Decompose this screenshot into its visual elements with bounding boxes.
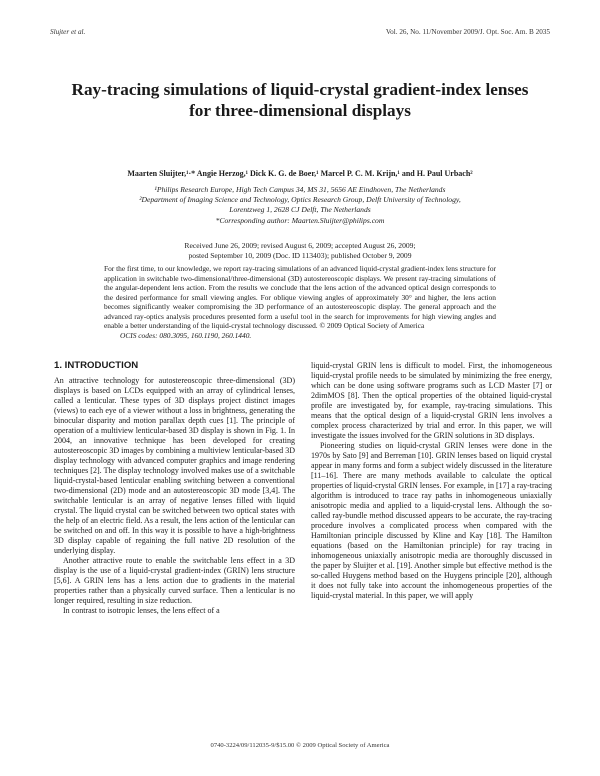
affiliations [60,185,540,226]
running-header-right: Vol. 26, No. 11/November 2009/J. Opt. Soc. Am. B 2035 [385,28,550,36]
left-column [54,376,295,616]
right-column [311,361,552,601]
abstract-text: For the first time, to our knowledge, we report ray-tracing simulations of an advanced liquid-crystal gradient-index lens structure for application in switchable two-dimensional/three-dimensional (3D) autostereoscopic displays. We present ray-tracing simulations of the angular-dependent lens action. From the results we conclude that the lens action of the advanced optical design corresponds to the desired performance for small viewing angles. For oblique viewing angles of approximately 30° and higher, the lens action becomes significantly weaker compromising the 3D performance of an autostereoscopic display. The general approach and the advanced ray-optics analysis procedures presented form a useful tool in the search for improvements for high viewing angles and enable a better understanding of the liquid-crystal technology discussed. © 2009 Optical Society of America [104,264,496,330]
abstract [104,264,496,340]
page-footer: 0740-3224/09/112035-9/$15.00 © 2009 Optical Society of America [210,742,390,749]
body-paragraph: Pioneering studies on liquid-crystal GRIN lenses were done in the 1970s by Sato [9] and Berreman [10]. GRIN lenses based on liquid crystal appear in many forms and form a subject widely discussed in the literature [11–16]. There are many methods available to calculate the optical properties of liquid-crystal GRIN lenses. For example, in [17] a ray-tracing algorithm is introduced to trace ray paths in inhomogeneous uniaxially anisotropic media and applied to a liquid-crystal lens. Although the so-called ray-bundle method discussed appears to be accurate, the ray-tracing procedure involves a complicated process when compared with the Hamiltonian principle discussed by Kline and Kay [18]. The Hamilton equations (based on the Hamiltonian principle) for ray tracing in inhomogeneous uniaxially anisotropic media are thoroughly discussed in the paper by Sluijter et al. [19]. Another simple but effective method is the so-called Huygens method based on the Huygens principle [20], although it does not fully take into account the inhomogeneous properties of the liquid-crystal material. In this paper, we will apply [311,441,552,601]
body-paragraph: In contrast to isotropic lenses, the lens effect of a [63,606,220,616]
publication-dates [60,241,540,261]
author-list: Maarten Sluijter,¹·* Angie Herzog,¹ Dick K. G. de Boer,¹ Marcel P. C. M. Krijn,¹ and H. Paul Urbach² [127,169,473,178]
affiliation-line: ²Department of Imaging Science and Technology, Optics Research Group, Delft University of Technology, [139,195,461,205]
ocis-codes: OCIS codes: 080.3095, 160.1190, 260.1440. [120,330,252,340]
body-paragraph: Another attractive route to enable the switchable lens effect in a 3D display is the use of a liquid-crystal gradient-index (GRIN) lens structure [5,6]. A GRIN lens has a lens action due to gradients in the material properties rather than a physically curved surface. Then a lenticular is no longer required, resulting in size reduction. [54,556,295,606]
corresponding-author: *Corresponding author: Maarten.Sluijter@philips.com [215,215,385,225]
dates-line: Received June 26, 2009; revised August 6, 2009; accepted August 26, 2009; [184,241,416,250]
body-paragraph: liquid-crystal GRIN lens is difficult to model. First, the inhomogeneous liquid-crystal profile needs to be simulated by minimizing the free energy, which can be done using software programs such as LCD Master [7] or 2dimMOS [8]. Then the optical properties of the obtained liquid-crystal profile are investigated by, for example, ray-tracing simulations. This means that the optical design of a liquid-crystal GRIN lens involves a complex process characterized by trial and error. In this paper, we will investigate the issues involved for the GRIN solutions in 3D displays. [311,361,552,441]
affiliation-line: ¹Philips Research Europe, High Tech Campus 34, MS 31, 5656 AE Eindhoven, The Netherlands [154,185,446,194]
dates-line: posted September 10, 2009 (Doc. ID 113403); published October 9, 2009 [188,251,412,261]
body-paragraph: An attractive technology for autostereoscopic three-dimensional (3D) displays is based on LCDs equipped with an array of cylindrical lenses, called a lenticular. These types of 3D displays project distinct images (views) to each eye of a viewer without a loss in brightness, generating the binocular disparity and motion parallax depth cues [1]. The principle of operation of a multiview lenticular-based 3D display is shown in Fig. 1. In 2004, an innovative technique has been developed for creating autostereoscopic 3D images by combining a multiview lenticular-based 3D display technology with advanced computer graphics and image rendering techniques [2]. The display technology involved makes use of a switchable liquid-crystal-based lenticular enabling switching between a conventional two-dimensional (2D) mode and an autostereoscopic 3D mode [3,4]. The switchable lenticular is an array of negative lenses filled with liquid crystal. The liquid crystal can be switched between two optical states with the help of an electric field. As a result, the lens action of the lenticular can be switched on and off. In this way it is possible to have a high-brightness 3D display capable of regaining the full native 2D resolution of the underlying display. [54,376,295,556]
article-title: Ray-tracing simulations of liquid-crystal gradient-index lenses for three-dimensional displays [71,80,529,120]
running-header-left: Slujter et al. [50,28,86,36]
affiliation-line: Lorentzweg 1, 2628 CJ Delft, The Netherlands [229,205,371,215]
section-heading: 1. INTRODUCTION [54,360,139,371]
